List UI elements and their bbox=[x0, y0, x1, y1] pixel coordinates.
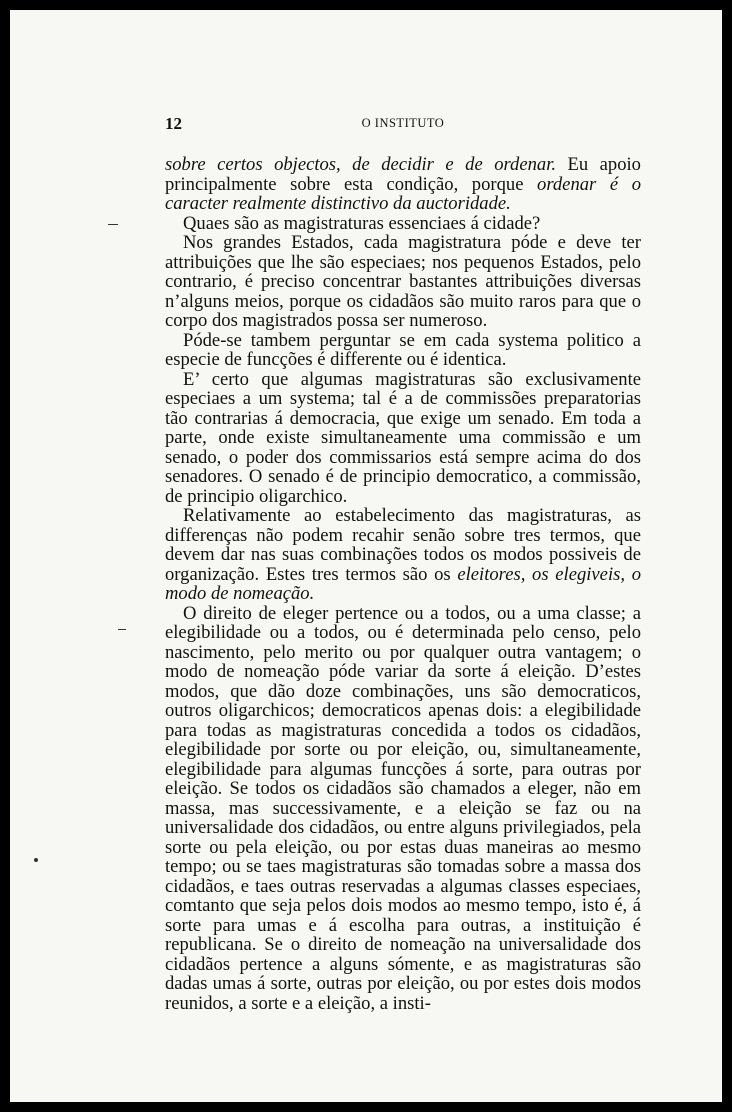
text-run: Quaes são as magistraturas essenciaes á cidade? bbox=[183, 212, 541, 234]
italic-run: eleitores, os elegiveis, o modo de nomeação. bbox=[165, 563, 641, 604]
text-run: Eu apoio principalmente sobre esta condição, porque bbox=[165, 154, 641, 195]
text-run: E’ certo que algumas magistraturas são exclusivamente especiaes a um systema; tal é a de commissões preparatorias tão contrarias á democracia, que exige um senado. Em toda a parte, onde existe simultaneamente uma commissão e um senado, o poder dos commissarios está sempre acima do dos senadores. O senado é de principio democratico, a commissão, de principio oligarchico. bbox=[165, 368, 641, 507]
body-text bbox=[165, 155, 641, 1013]
italic-run: sobre certos objectos, de decidir e de ordenar. bbox=[165, 154, 557, 175]
page-number: 12 bbox=[165, 114, 182, 133]
text-run: Relativamente ao estabelecimento das magistraturas, as differenças não podem recahir senão sobre tres termos, que devem dar nas suas combinações todos os modos possiveis de organização. Estes tres termos são os bbox=[165, 505, 641, 585]
paragraph-5 bbox=[165, 370, 641, 507]
paragraph-3 bbox=[165, 233, 641, 331]
scanned-page bbox=[10, 10, 722, 1102]
paragraph-2 bbox=[165, 214, 641, 234]
page-header bbox=[165, 114, 641, 138]
text-run: Póde-se tambem perguntar se em cada systema politico a especie de funcções é differente ou é identica. bbox=[165, 329, 641, 370]
italic-run: ordenar é o caracter realmente distinctivo da auctoridade. bbox=[165, 173, 641, 214]
paragraph-6 bbox=[165, 506, 641, 604]
scan-speck bbox=[118, 629, 126, 630]
paragraph-1 bbox=[165, 155, 641, 214]
scan-speck bbox=[108, 224, 118, 225]
scan-speck bbox=[34, 858, 38, 862]
text-run: Nos grandes Estados, cada magistratura póde e deve ter attribuições que lhe são especiaes; nos pequenos Estados, pelo contrario, é preciso concentrar bastantes attribuições diversas n’alguns meios, porque os cidadãos são muito raros para que o corpo dos magistrados possa ser numeroso. bbox=[165, 232, 641, 331]
paragraph-4 bbox=[165, 331, 641, 370]
running-title: O INSTITUTO bbox=[361, 116, 445, 130]
text-run: O direito de eleger pertence ou a todos, ou a uma classe; a elegibilidade ou a todos, ou é determinada pelo censo, pelo nascimento, pelo merito ou por qualquer outra vantagem; o modo de nomeação póde variar da sorte á eleição. D’estes modos, que dão doze combinações, uns são democraticos, outros oligarchicos; democraticos apenas dois: a elegibilidade para todas as magistraturas concedida a todos os cidadãos, elegibilidade por sorte ou por eleição, ou, simultaneamente, elegibilidade para algumas funcções á sorte, para outras por eleição. Se todos os cidadãos são chamados a eleger, não em massa, mas successivamente, e a eleição se faz ou na universalidade dos cidadãos, ou entre alguns privilegiados, pela sorte ou pela eleição, ou por estas duas maneiras ao mesmo tempo; ou se taes magistraturas são tomadas sobre a massa dos cidadãos, e taes outras reservadas a algumas classes especiaes, comtanto que seja pelos dois modos ao mesmo tempo, isto é, á sorte para umas e á escolha para outras, a instituição é republicana. Se o direito de nomeação na universalidade dos cidadãos pertence a alguns sómente, e as magistraturas são dadas umas á sorte, outras por eleição, ou por estes dois modos reunidos, a sorte e a eleição, a insti- bbox=[165, 602, 641, 1014]
paragraph-7 bbox=[165, 604, 641, 1014]
